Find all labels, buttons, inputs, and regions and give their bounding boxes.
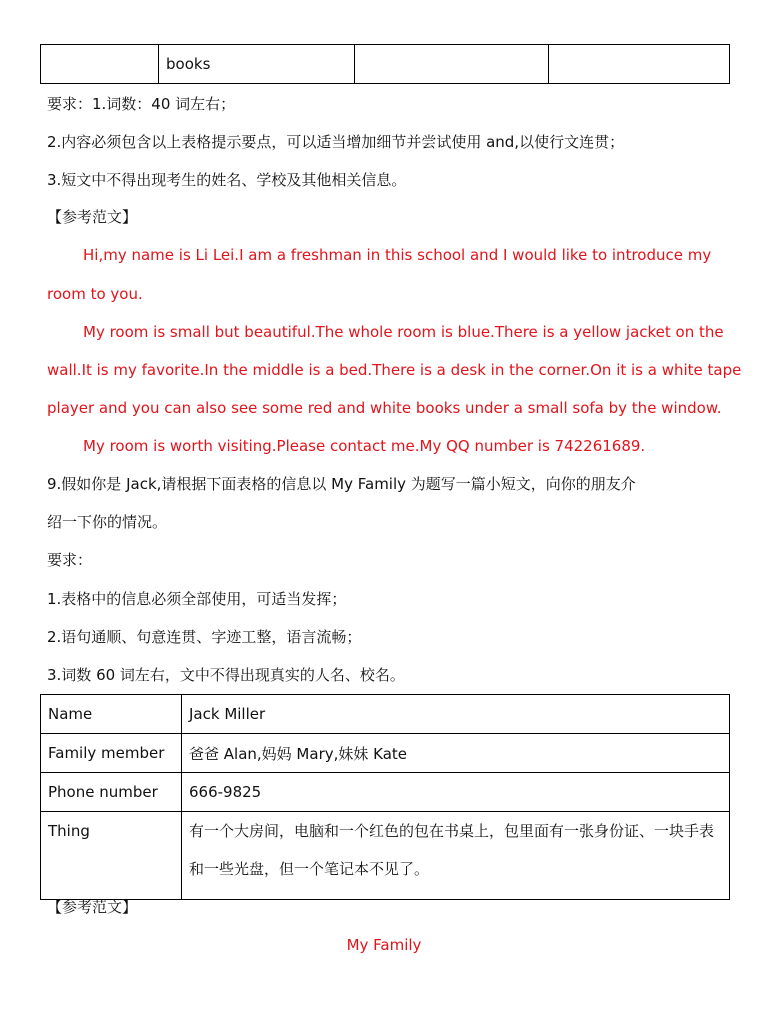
thing-text: 有一个大房间，电脑和一个红色的包在书桌上，包里面有一张身份证、一块手表和一些光盘，但一个笔记本不见了。 [189, 822, 715, 878]
answer-line: room to you. [47, 285, 143, 303]
table-value: Jack Miller [182, 695, 730, 734]
answer-line: My room is small but beautiful.The whole room is blue.There is a yellow jacket on the [83, 323, 724, 341]
table-row [41, 45, 730, 84]
table-cell: books [159, 45, 355, 84]
essay-title: My Family [346, 936, 422, 954]
table-label: Phone number [41, 773, 182, 812]
requirement-line: 2.内容必须包含以上表格提示要点，可以适当增加细节并尝试使用 and,以使行文连贯； [47, 133, 625, 151]
answer-line: Hi,my name is Li Lei.I am a freshman in this school and I would like to introduce my [83, 246, 712, 264]
question-line: 绍一下你的情况。 [47, 513, 168, 531]
table-label: Family member [41, 734, 182, 773]
requirement-line: 要求：1.词数：40 词左右； [47, 95, 236, 113]
table-row [41, 695, 730, 734]
requirement-line: 2.语句通顺、句意连贯、字迹工整，语言流畅； [47, 628, 362, 646]
requirement-line: 3.词数 60 词左右，文中不得出现真实的人名、校名。 [47, 666, 405, 684]
answer-line: wall.It is my favorite.In the middle is a bed.There is a desk in the corner.On it is a white tape [47, 361, 742, 379]
answer-line: My room is worth visiting.Please contact me.My QQ number is 742261689. [83, 437, 646, 455]
section-heading: 【参考范文】 [47, 208, 138, 226]
table-cell [355, 45, 549, 84]
table-row [41, 734, 730, 773]
table-value: 爸爸 Alan,妈妈 Mary,妹妹 Kate [182, 734, 730, 773]
requirement-line: 3.短文中不得出现考生的姓名、学校及其他相关信息。 [47, 171, 407, 189]
table-row [41, 812, 730, 900]
question-line: 9.假如你是 Jack,请根据下面表格的信息以 My Family 为题写一篇小短文，向你的朋友介 [47, 475, 636, 493]
section-heading: 【参考范文】 [47, 898, 138, 916]
table-cell [549, 45, 730, 84]
top-table [40, 44, 730, 84]
requirement-heading: 要求： [47, 551, 93, 569]
table-label: Name [41, 695, 182, 734]
table-value: 666-9825 [182, 773, 730, 812]
table-label: Thing [41, 812, 182, 900]
answer-line: player and you can also see some red and white books under a small sofa by the window. [47, 399, 722, 417]
table-cell [41, 45, 159, 84]
info-table [40, 694, 730, 900]
table-value [182, 812, 730, 900]
table-row [41, 773, 730, 812]
requirement-line: 1.表格中的信息必须全部使用，可适当发挥； [47, 590, 347, 608]
